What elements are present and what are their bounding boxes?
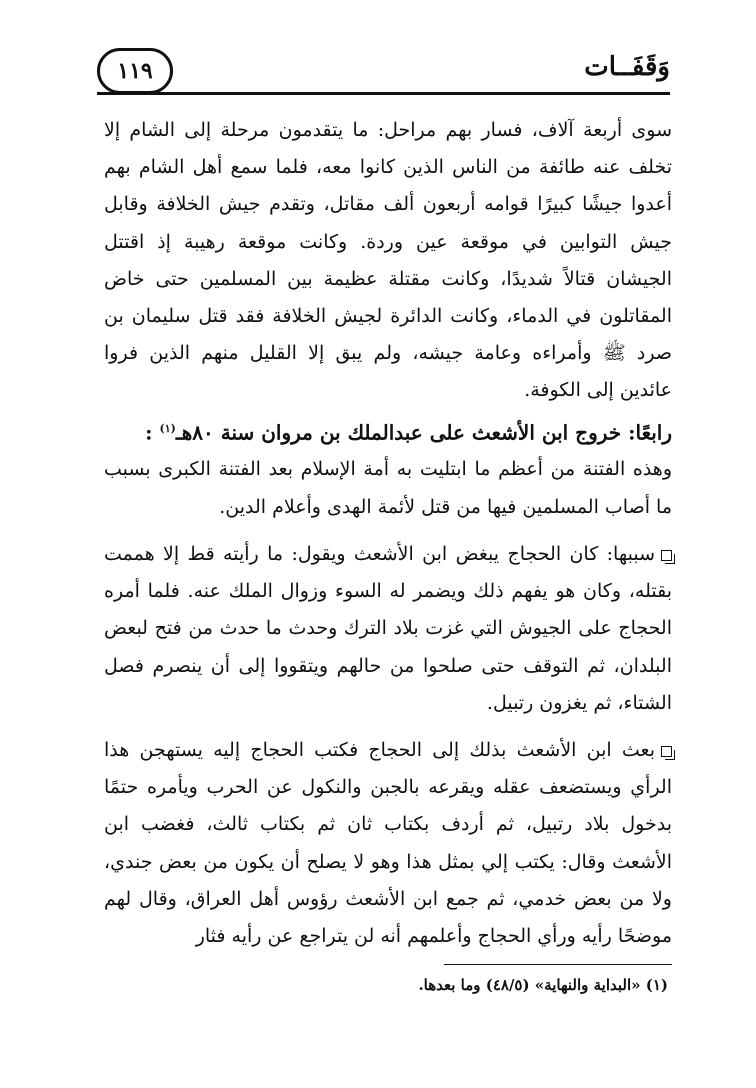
paragraph-3 <box>104 536 672 722</box>
footnote-rule <box>444 964 672 965</box>
bullet-square-icon <box>661 550 672 561</box>
footnote-ref[interactable]: (١) <box>159 421 176 435</box>
paragraph-1: سوى أربعة آلاف، فسار بهم مراحل: ما يتقدمون مرحلة إلى الشام إلا تخلف عنه طائفة من الناس الذين كانوا معه، فلما سمع أهل الشام بهم أعدوا جيشًا كبيرًا قوامه أربعون ألف مقاتل، وتقدم جيش الخلافة وقابل جيش التوابين في موقعة عين وردة. وكانت موقعة رهيبة إذ اقتتل الجيشان قتالاً شديدًا، وكانت مقتلة عظيمة بين المسلمين حتى خاض المقاتلون في الدماء، وكانت الدائرة لجيش الخلافة فقد قتل سليمان بن صرد ﷺ وأمراءه وعامة جيشه، ولم يبق إلا القليل منهم الذين فروا عائدين إلى الكوفة. <box>104 119 672 402</box>
paragraph-4-text: بعث ابن الأشعث بذلك إلى الحجاج فكتب الحجاج إليه يستهجن هذا الرأي ويستضعف عقله ويقرعه بالجبن والنكول عن الحرب ويأمره حتمًا بدخول بلاد رتبيل، ثم أردف بكتاب ثان ثم بكتاب ثالث، فغضب ابن الأشعث وقال: يكتب إلي بمثل هذا وهو لا يصلح أن يكون من بعض جندي، ولا من بعض خدمي، ثم جمع ابن الأشعث رؤوس أهل العراق، وقال لهم موضحًا رأيه ورأي الحجاج وأعلمهم أنه لن يتراجع عن رأيه فثار <box>104 738 672 947</box>
footnote: (١) «البداية والنهاية» (٤٨/٥) وما بعدها. <box>418 976 668 994</box>
paragraph-3-text: سببها: كان الحجاج يبغض ابن الأشعث ويقول: ما رأيته قط إلا هممت بقتله، وكان هو يفهم ذلك ويضمر له السوء وزوال الملك عنه. فلما أمره الحجاج على الجيوش التي غزت بلاد الترك وحدث ما حدث من فتح لبعض البلدان، ثم التوقف حتى صلحوا من حالهم ويتقووا إلى أن ينصرم فصل الشتاء، ثم يغزون رتبيل. <box>104 542 672 714</box>
running-title: وَقَفَــات <box>584 52 670 82</box>
section-heading <box>104 410 672 452</box>
section-heading-suffix: : <box>145 420 160 445</box>
paragraph-4 <box>104 732 672 955</box>
page-number-badge <box>97 48 173 94</box>
header-rule <box>97 92 670 95</box>
page-number: ١١٩ <box>117 58 153 84</box>
bullet-square-icon <box>661 746 672 757</box>
body-text <box>104 112 672 955</box>
paragraph-2: وهذه الفتنة من أعظم ما ابتليت به أمة الإسلام بعد الفتنة الكبرى بسبب ما أصاب المسلمين فيها من قتل لأئمة الهدى وأعلام الدين. <box>104 458 672 518</box>
section-heading-text: رابعًا: خروج ابن الأشعث على عبدالملك بن مروان سنة ٨٠هـ <box>175 420 672 445</box>
